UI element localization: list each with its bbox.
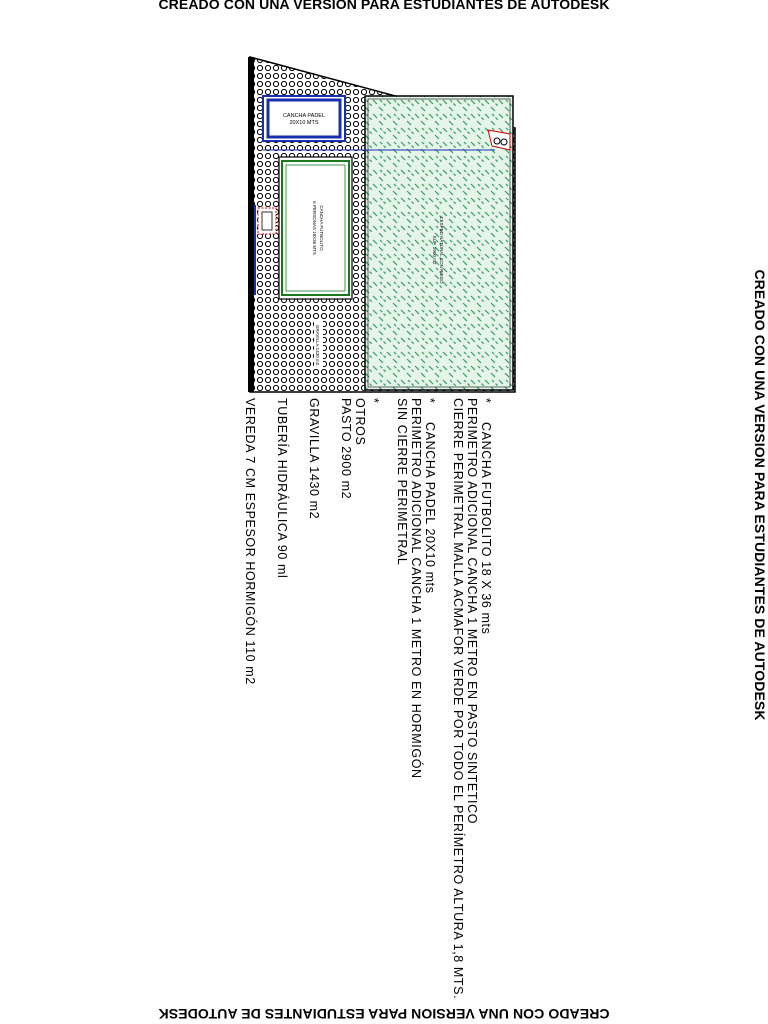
note-item-2-title: CANCHA PADEL 20X10 mts — [423, 422, 437, 594]
note-item-2-line2: PERIMETRO ADICIONAL CANCHA 1 METRO EN HORMIGÓN — [409, 398, 423, 779]
note-item-3-line2: PASTO 2900 m2 — [339, 398, 353, 500]
note-item-1-title: CANCHA FUTBOLITO 18 X 36 mts — [479, 422, 493, 635]
futbolito-label-1: CANCHA FUTBOLITO — [319, 205, 324, 251]
note-bullet-3: * — [367, 398, 381, 404]
notes-content — [233, 398, 493, 1018]
padel-label-2: 20X10 MTS — [289, 120, 319, 126]
grass-label-2: SUP. 2900 m2 — [432, 235, 437, 265]
note-item-3-line4: TUBERÍA HIDRÁULICA 90 ml — [275, 398, 289, 579]
street-wall — [248, 57, 254, 392]
note-item-1-line3: CIERRE PERIMETRAL MALLA ACMAFOR VERDE POR TODO EL PERÍMETRO ALTURA 1,8 MTS. — [451, 398, 465, 1000]
gravel-label: GRAVILLA 1430 m2 — [315, 324, 320, 366]
note-item-2-line3: SIN CIERRE PERIMETRAL — [395, 398, 409, 566]
note-item-3-title: OTROS — [353, 398, 367, 446]
watermark-right-text: CREADO CON UNA VERSION PARA ESTUDIANTES DE AUTODESK — [752, 269, 768, 721]
wall-blue-line — [254, 205, 256, 295]
note-item-3-line5: VEREDA 7 CM ESPESOR HORMIGÓN 110 m2 — [243, 398, 257, 685]
futbolito-label-2: 6 PERSONAS 18X36 MTS — [312, 201, 317, 255]
grass-label-1: CESPED NATURAL CON RIEGO — [439, 216, 444, 284]
note-item-1-line2: PERIMETRO ADICIONAL CANCHA 1 METRO EN PASTO SINTETICO — [465, 398, 479, 825]
padel-label-1: CANCHA PADEL — [282, 113, 326, 119]
note-item-3-line3: GRAVILLA 1430 m2 — [307, 398, 321, 520]
watermark-top: CREADO CON UNA VERSION PARA ESTUDIANTES DE AUTODESK — [158, 0, 610, 12]
watermark-bottom: CREADO CON UNA VERSION PARA ESTUDIANTES DE AUTODESK — [158, 1006, 610, 1022]
note-bullet-1: * — [479, 398, 493, 404]
note-bullet-2: * — [423, 398, 437, 404]
